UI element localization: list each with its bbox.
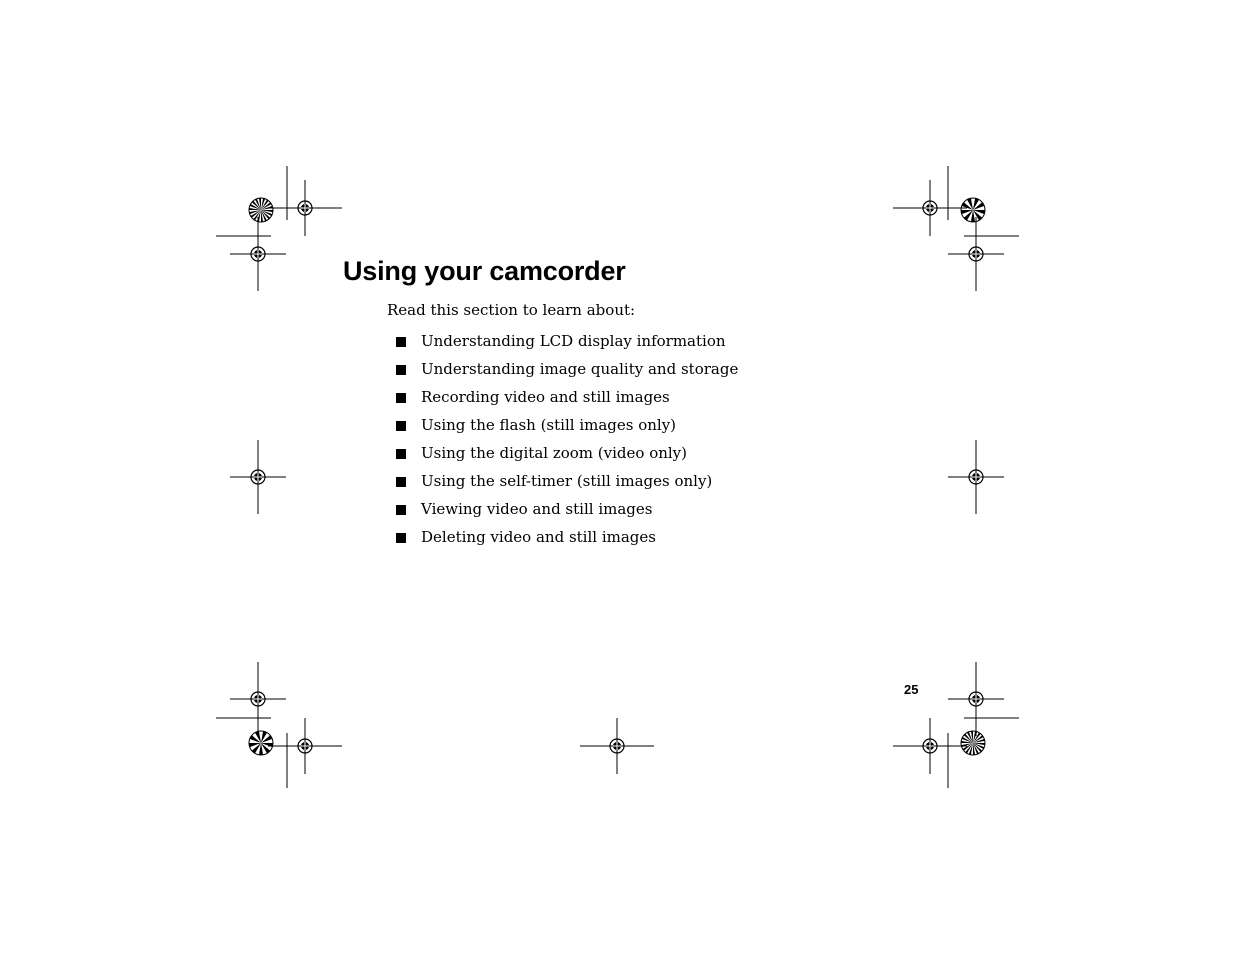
page-number: 25 [904,682,919,697]
square-bullet-icon [396,337,406,347]
starburst-target-icon [961,198,985,222]
square-bullet-icon [396,477,406,487]
list-item-text: Using the flash (still images only) [421,416,677,434]
starburst-target-icon [249,198,273,222]
list-item [396,526,738,554]
registration-target-icon [948,217,1004,291]
list-item-text: Recording video and still images [421,388,670,406]
list-item-text: Using the digital zoom (video only) [421,444,688,462]
starburst-target-icon [249,731,273,755]
list-item [396,386,738,414]
list-item [396,330,738,358]
list-item-text: Understanding LCD display information [421,332,726,350]
registration-target-icon [268,718,342,774]
square-bullet-icon [396,365,406,375]
list-item [396,470,738,498]
registration-target-icon [268,180,342,236]
starburst-target-icon [961,731,985,755]
square-bullet-icon [396,533,406,543]
square-bullet-icon [396,449,406,459]
registration-target-icon [948,662,1004,736]
registration-target-icon [948,440,1004,514]
topic-list [396,330,738,554]
registration-target-icon [230,217,286,291]
square-bullet-icon [396,505,406,515]
list-item-text: Viewing video and still images [421,500,653,518]
intro-text: Read this section to learn about: [387,301,636,319]
list-item [396,498,738,526]
list-item [396,358,738,386]
square-bullet-icon [396,393,406,403]
page-title: Using your camcorder [343,256,626,286]
list-item [396,414,738,442]
registration-target-icon [893,718,967,774]
registration-target-icon [230,440,286,514]
registration-target-icon [580,718,654,774]
list-item [396,442,738,470]
square-bullet-icon [396,421,406,431]
registration-target-icon [893,180,967,236]
registration-target-icon [230,662,286,736]
list-item-text: Using the self-timer (still images only) [421,472,713,490]
list-item-text: Understanding image quality and storage [421,360,739,378]
list-item-text: Deleting video and still images [421,528,656,546]
